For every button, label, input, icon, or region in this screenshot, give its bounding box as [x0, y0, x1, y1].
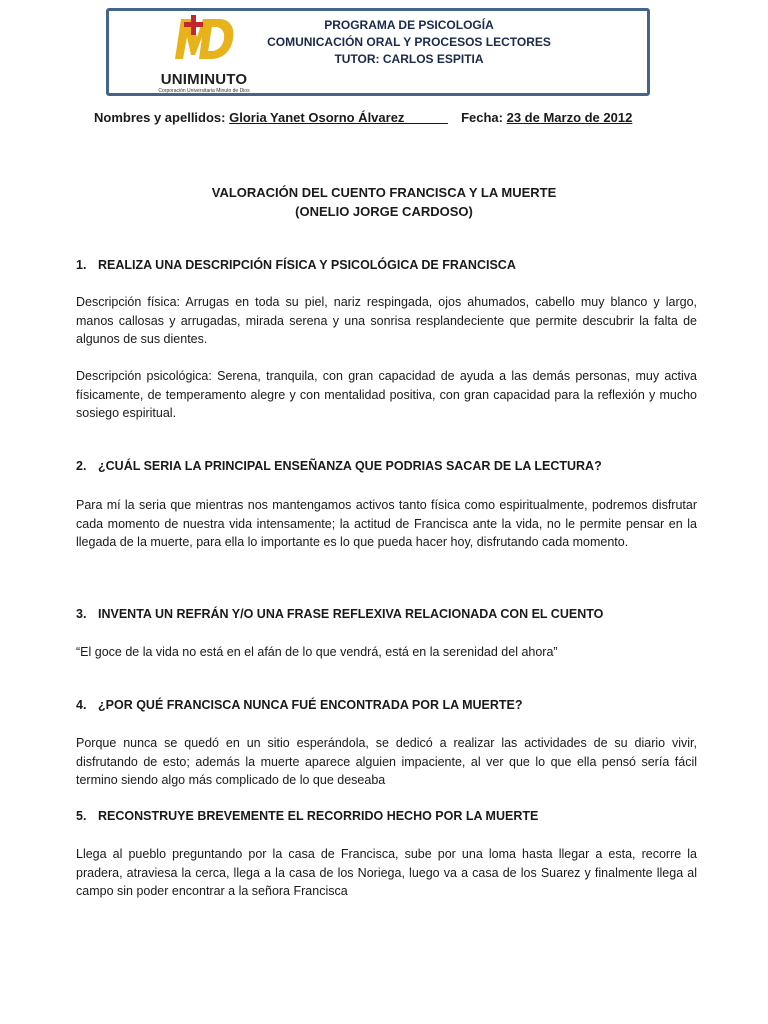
md-logo-icon [173, 15, 235, 61]
date-value: 23 de Marzo de 2012 [506, 110, 633, 125]
question-number: 5. [76, 809, 87, 823]
title-line-1: VALORACIÓN DEL CUENTO FRANCISCA Y LA MUERTE [211, 185, 557, 200]
question-text: ¿POR QUÉ FRANCISCA NUNCA FUÉ ENCONTRADA POR LA MUERTE? [98, 698, 523, 712]
answer-1b: Descripción psicológica: Serena, tranquila, con gran capacidad de ayuda a las demás personas, muy activa físicamente, de temperamento alegre y con mentalidad positiva, con gran capacidad para la reflexión y mucho sosiego espiritual. [76, 369, 697, 420]
name-value: Gloria Yanet Osorno Álvarez______ [229, 110, 448, 125]
header-box [106, 8, 650, 96]
question-number: 3. [76, 607, 87, 621]
program-name: PROGRAMA DE PSICOLOGÍA [324, 18, 494, 32]
course-name: COMUNICACIÓN ORAL Y PROCESOS LECTORES [267, 35, 551, 49]
tutor-name: TUTOR: CARLOS ESPITIA [334, 52, 484, 66]
name-label: Nombres y apellidos: [94, 110, 226, 125]
logo-brand-text: UNIMINUTO [160, 71, 248, 88]
answer-2: Para mí la seria que mientras nos mantengamos activos tanto física como espiritualmente, podremos disfrutar cada momento de nuestra vida intensamente; la actitud de Francisca ante la vida, no le permite pensar en la llegada de la muerte, para ella lo importante es lo que pueda hacer hoy, disfrutando cada momento. [76, 498, 697, 549]
question-number: 2. [76, 459, 87, 473]
answer-1a: Descripción física: Arrugas en toda su piel, nariz respingada, ojos ahumados, cabello muy blanco y largo, manos callosas y arrugadas, mirada serena y una sonrisa resplandeciente que permite descubrir la falta de algunos de sus dientes. [76, 295, 697, 346]
question-text: RECONSTRUYE BREVEMENTE EL RECORRIDO HECHO POR LA MUERTE [98, 809, 539, 823]
question-number: 1. [76, 258, 87, 272]
question-4 [76, 698, 523, 712]
logo-subtext: Corporación Universitaria Minuto de Dios [158, 88, 250, 94]
answer-3: “El goce de la vida no está en el afán de lo que vendrá, está en la serenidad del ahora” [76, 645, 558, 659]
document-title [0, 183, 768, 221]
question-1 [76, 258, 516, 272]
answer-4: Porque nunca se quedó en un sitio esperándola, se dedicó a realizar las actividades de su diario vivir, disfrutando de esto; además la muerte aparece alguien impaciente, al ver que lo que ella pensó sería fácil termino siendo algo más complicado de lo que deseaba [76, 736, 697, 787]
question-text: ¿CUÁL SERIA LA PRINCIPAL ENSEÑANZA QUE PODRIAS SACAR DE LA LECTURA? [98, 459, 602, 473]
header-lines [259, 17, 559, 68]
answer-5: Llega al pueblo preguntando por la casa de Francisca, sube por una loma hasta llegar a esta, recorre la pradera, atraviesa la cerca, llega a la casa de los Noriega, luego va a casa de los Suarez y finalmente llega al campo sin poder encontrar a la señora Francisca [76, 847, 697, 898]
question-5 [76, 809, 538, 823]
question-2 [76, 459, 602, 473]
date-label: Fecha: [461, 110, 503, 125]
question-3 [76, 607, 603, 621]
title-line-2: (ONELIO JORGE CARDOSO) [295, 204, 473, 219]
question-text: REALIZA UNA DESCRIPCIÓN FÍSICA Y PSICOLÓGICA DE FRANCISCA [98, 258, 516, 272]
uniminuto-logo [139, 15, 269, 95]
question-text: INVENTA UN REFRÁN Y/O UNA FRASE REFLEXIVA RELACIONADA CON EL CUENTO [98, 607, 604, 621]
student-info-row [94, 110, 632, 125]
question-number: 4. [76, 698, 87, 712]
